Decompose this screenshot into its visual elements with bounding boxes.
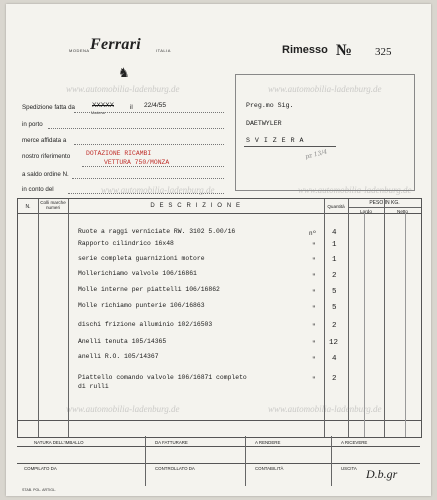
watermark: www.automobilia-ladenburg.de [268, 404, 382, 414]
column-divider [384, 199, 385, 437]
item-description: Piattello comando valvole 106/16871 completo [78, 374, 247, 381]
item-unit: " [312, 305, 316, 312]
recipient-address-box [235, 74, 415, 191]
footer-rule [17, 463, 420, 464]
item-description: Molle interne per piattelli 106/16862 [78, 286, 220, 293]
item-quantity: 2 [332, 322, 337, 330]
item-description: serie completa guarnizioni motore [78, 255, 205, 262]
in-porto-line [48, 128, 224, 129]
footer-divider [145, 436, 146, 486]
item-unit: " [312, 289, 316, 296]
watermark: www.automobilia-ladenburg.de [298, 185, 412, 195]
saldo-label: a saldo ordine N. [22, 171, 69, 178]
watermark: www.automobilia-ladenburg.de [101, 185, 215, 195]
item-quantity: 2 [332, 375, 337, 383]
header-no: N. [25, 204, 31, 210]
peso-subdivider [348, 207, 421, 208]
a-ricevere-label: A RICEVERE [341, 440, 368, 445]
compilato-label: COMPILATO DA [24, 466, 57, 471]
merce-label: merce affidata a [22, 137, 67, 144]
saldo-line [72, 178, 224, 179]
column-divider-thin [364, 213, 365, 437]
item-unit: " [312, 273, 316, 280]
item-description: Mollerichiamo valvole 106/16861 [78, 270, 197, 277]
spedizione-line [74, 112, 224, 113]
rimesso-label: Rimesso [282, 44, 328, 56]
item-description: Ruote a raggi verniciate RW. 3102 5.00/16 [78, 228, 236, 235]
riferimento-line2: VETTURA 750/MONZA [104, 159, 170, 166]
item-description: anelli R.O. 105/14367 [78, 353, 159, 360]
signature: D.b.gr [366, 467, 398, 481]
merce-line [74, 144, 224, 145]
footer-divider [331, 436, 332, 486]
da-fatturare-label: DA FATTURARE [155, 440, 188, 445]
item-unit: " [312, 376, 316, 383]
il-label: il [130, 104, 133, 111]
riferimento-label: nostro riferimento [22, 153, 71, 160]
item-quantity: 1 [332, 241, 337, 249]
prancing-horse-icon: ♞ [118, 65, 130, 80]
item-description: Molle richiamo punterie 106/16863 [78, 302, 205, 309]
watermark: www.automobilia-ladenburg.de [66, 404, 180, 414]
table-bottom-divider [18, 420, 421, 421]
item-quantity: 4 [332, 355, 337, 363]
item-unit: " [312, 323, 316, 330]
header-quantita: Quantità [327, 204, 345, 209]
items-table [17, 198, 422, 438]
footer-divider [245, 436, 246, 486]
controllato-label: CONTROLLATO DA [155, 466, 195, 471]
column-divider [348, 199, 349, 437]
column-divider [68, 199, 69, 437]
logo-prefix: MODENA [69, 48, 90, 53]
conto-label: in conto del [22, 186, 54, 193]
in-porto-label: in porto [22, 121, 43, 128]
printer-imprint: STAB. POL. ARTIGL. [22, 488, 57, 492]
item-quantity: 5 [332, 288, 337, 296]
header-peso: PESO IN KG. [369, 200, 400, 206]
a-rendere-label: A RENDERE [255, 440, 281, 445]
item-quantity: 12 [329, 339, 339, 347]
header-colli: Colli marche numeri [40, 200, 66, 210]
shipment-date: 22/4/55 [144, 102, 166, 109]
item-description: dischi frizione alluminio 102/16503 [78, 321, 213, 328]
spedizione-place: Modena [91, 111, 105, 115]
country-underline [244, 146, 336, 147]
uscita-label: USCITA [341, 466, 357, 471]
item-description: Anelli tenuta 105/14365 [78, 338, 167, 345]
riferimento-line1: DOTAZIONE RICAMBI [86, 150, 152, 157]
pencil-note: pz 13/4 [304, 148, 328, 161]
header-descrizione: D E S C R I Z I O N E [150, 203, 242, 209]
item-quantity: 5 [332, 304, 337, 312]
number-sign: № [336, 42, 353, 59]
document-number: 325 [375, 46, 392, 58]
watermark: www.automobilia-ladenburg.de [268, 84, 382, 94]
conto-line [68, 193, 224, 194]
item-description: Rapporto cilindrico 16x48 [78, 240, 174, 247]
item-quantity: 4 [332, 229, 337, 237]
natura-imballo-label: NATURA DELL'IMBALLO [34, 440, 84, 445]
item-quantity: 1 [332, 256, 337, 264]
item-description: di rulli [78, 383, 109, 390]
delivery-note-sheet [6, 4, 431, 496]
item-unit: " [312, 340, 316, 347]
watermark: www.automobilia-ladenburg.de [66, 84, 180, 94]
spedizione-label: Spedizione fatta da [22, 104, 75, 111]
header-lordo: Lordo [360, 209, 372, 214]
column-divider [324, 199, 325, 437]
item-unit: " [312, 356, 316, 363]
brand-logo: Ferrari [90, 36, 141, 53]
riferimento-line [82, 166, 224, 167]
item-unit: nº [309, 230, 317, 237]
recipient-country: S V I Z E R A [246, 137, 304, 144]
item-quantity: 2 [332, 272, 337, 280]
recipient-salutation: Preg.mo Sig. [246, 102, 294, 109]
recipient-name: DAETWYLER [246, 120, 282, 127]
logo-suffix: ITALIA [156, 48, 171, 53]
contabilita-label: CONTABILITÀ [255, 466, 284, 471]
spedizione-struck-place: XXXXX [92, 102, 114, 109]
footer-rule [17, 446, 420, 447]
column-divider [38, 199, 39, 437]
item-unit: " [312, 242, 316, 249]
header-netto: Netto [397, 209, 408, 214]
item-unit: " [312, 257, 316, 264]
column-divider-thin [405, 213, 406, 437]
